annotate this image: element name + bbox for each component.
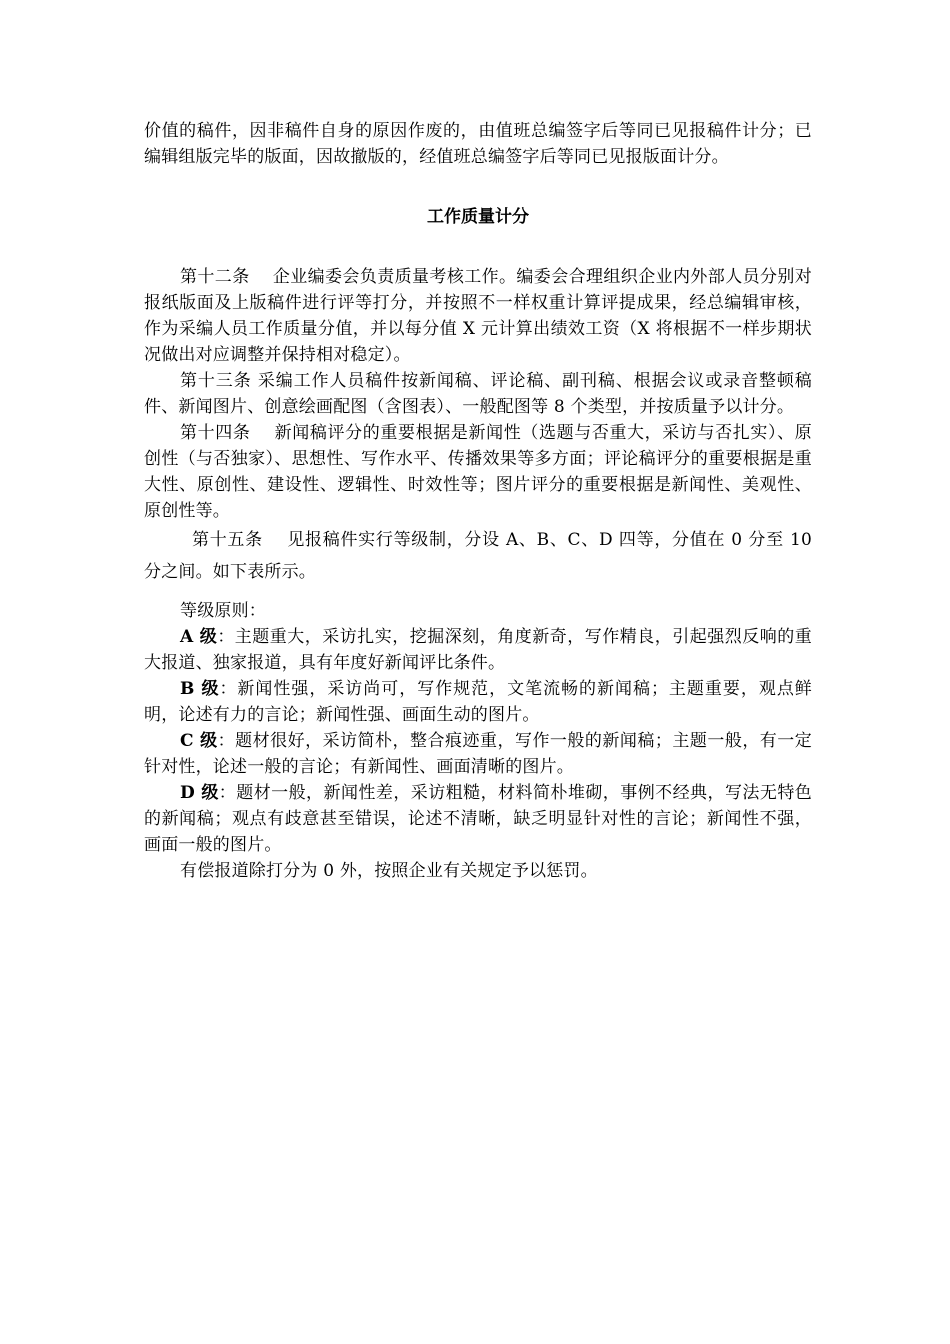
- article-text: 企业编委会负责质量考核工作。编委会合理组织企业内外部人员分别对报纸版面及上版稿件进行评等打分，并按照不一样权重计算评提成果，经总编辑审核，作为采编人员工作质量分值，并以每分值 X 元计算出绩效工资（X 将根据不一样步期状况做出对应调整并保持相对稳定）。: [144, 267, 812, 365]
- article-label: 第十五条: [192, 530, 263, 550]
- grade-d: [144, 780, 812, 858]
- section-title: 工作质量计分: [427, 207, 529, 227]
- article-label: 第十二条: [180, 267, 250, 287]
- article-14: [144, 420, 812, 524]
- grade-heading: 等级原则：: [180, 601, 266, 621]
- grade-c: [144, 728, 812, 780]
- grade-label: B 级: [180, 679, 220, 699]
- article-text: 见报稿件实行等级制，分设 A、B、C、D 四等，分值在 0 分至 10 分之间。如下表所示。: [144, 530, 812, 582]
- closing-paragraph: 有偿报道除打分为 0 外，按照企业有关规定予以惩罚。: [180, 861, 598, 881]
- article-12: [144, 264, 812, 368]
- document-page: [144, 118, 812, 884]
- grade-text: ：新闻性强，采访尚可，写作规范，文笔流畅的新闻稿；主题重要，观点鲜明，论述有力的言论；新闻性强、画面生动的图片。: [144, 679, 812, 725]
- article-15: [144, 524, 812, 588]
- grade-a: [144, 624, 812, 676]
- grade-text: ：题材很好，采访简朴，整合痕迹重，写作一般的新闻稿；主题一般，有一定针对性，论述一般的言论；有新闻性、画面清晰的图片。: [144, 731, 812, 777]
- grade-label: C 级: [180, 731, 218, 751]
- article-text: 采编工作人员稿件按新闻稿、评论稿、副刊稿、根据会议或录音整顿稿件、新闻图片、创意绘画配图（含图表）、一般配图等 8 个类型，并按质量予以计分。: [144, 371, 812, 417]
- grade-text: ：题材一般，新闻性差，采访粗糙，材料简朴堆砌，事例不经典，写法无特色的新闻稿；观点有歧意甚至错误，论述不清晰，缺乏明显针对性的言论；新闻性不强，画面一般的图片。: [144, 783, 812, 855]
- grade-b: [144, 676, 812, 728]
- grade-label: D 级: [180, 783, 219, 803]
- article-13: [144, 368, 812, 420]
- article-label: 第十三条: [180, 371, 252, 391]
- article-label: 第十四条: [180, 423, 251, 443]
- grade-label: A 级: [180, 627, 218, 647]
- continuation-paragraph: 价值的稿件，因非稿件自身的原因作废的，由值班总编签字后等同已见报稿件计分；已编辑组版完毕的版面，因故撤版的，经值班总编签字后等同已见报版面计分。: [144, 121, 812, 167]
- grade-text: ：主题重大，采访扎实，挖掘深刻，角度新奇，写作精良，引起强烈反响的重大报道、独家报道，具有年度好新闻评比条件。: [144, 627, 812, 673]
- article-text: 新闻稿评分的重要根据是新闻性（选题与否重大，采访与否扎实）、原创性（与否独家）、思想性、写作水平、传播效果等多方面；评论稿评分的重要根据是重大性、原创性、建设性、逻辑性、时效性等；图片评分的重要根据是新闻性、美观性、原创性等。: [144, 423, 812, 521]
